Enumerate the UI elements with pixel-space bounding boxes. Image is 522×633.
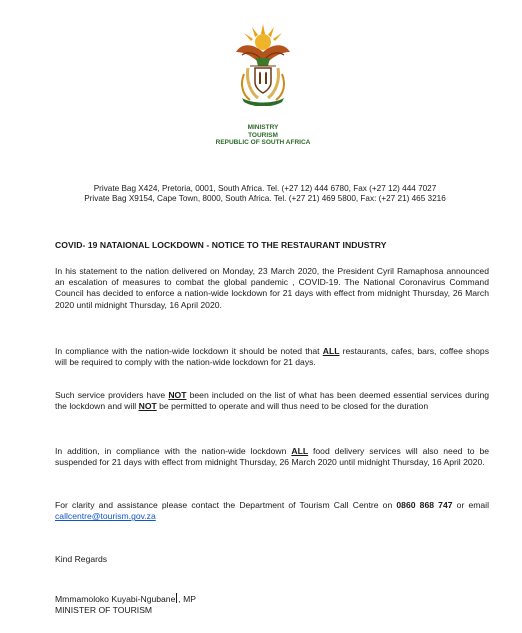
address-cape-town: Private Bag X9154, Cape Town, 8000, South Africa. Tel. (+27 21) 469 5800, Fax: (+27 21) 465 3216 [84,194,446,203]
paragraph-food-delivery-text-a: In addition, in compliance with the nation-wide lockdown [55,446,292,456]
signatory-suffix: , MP [178,594,197,604]
paragraph-not-essential-text-a: Such service providers have [55,390,169,400]
emphasis-all-2: ALL [291,446,309,456]
emphasis-not: NOT [168,390,187,400]
ministry-label: MINISTRY [247,124,279,131]
signatory-role: MINISTER OF TOURISM [55,605,153,615]
emphasis-not-2: NOT [138,401,157,412]
call-centre-phone: 0860 868 747 [396,500,453,510]
paragraph-food-delivery [55,446,489,468]
paragraph-contact-text-a: For clarity and assistance please contact the Department of Tourism Call Centre on [55,500,397,510]
paragraph-compliance-text-a: In compliance with the nation-wide lockdown it should be noted that [55,346,323,356]
email-link[interactable]: callcentre@tourism.gov.za [55,511,156,522]
signatory-name [55,593,196,605]
south-africa-coat-of-arms-icon [228,22,298,106]
closing-regards: Kind Regards [55,554,108,564]
paragraph-contact-text-b: or email [452,500,489,510]
paragraph-not-essential-text-b: been included on the list of what has been deemed essential services during the lockdown and will [55,390,489,412]
address-pretoria: Private Bag X424, Pretoria, 0001, South Africa. Tel. (+27 12) 444 6780, Fax (+27 12) 444 7027 [93,184,437,193]
paragraph-contact [55,500,489,522]
signatory-name-text: Mmmamoloko Kuyabi-Ngubane [55,594,176,604]
paragraph-statement: In his statement to the nation delivered on Monday, 23 March 2020, the President Cyril Ramaphosa announced an escalation of measures to combat the global pandemic , COVID-19. The National Coronavirus Command Council has decided to enforce a nation-wide lockdown for 21 days with effect from midnight Thursday, 26 March 2020 until midnight Thursday, 16 April 2020. [55,266,489,310]
emphasis-all: ALL [322,346,340,356]
notice-title: COVID- 19 NATAIONAL LOCKDOWN - NOTICE TO THE RESTAURANT INDUSTRY [55,240,387,250]
paragraph-compliance-text-b: restaurants, cafes, bars, coffee shops will be required to comply with the nation-wide lockdown for 21 days. [55,346,489,368]
paragraph-food-delivery-text-b: food delivery services will also need to be suspended for 21 days with effect from midnight Thursday, 26 March 2020 until midnight Thursday, 16 April 2020. [55,446,489,468]
ministry-country: REPUBLIC OF SOUTH AFRICA [215,139,311,146]
paragraph-not-essential [55,390,489,412]
ministry-department: TOURISM [248,131,278,139]
paragraph-not-essential-text-c: be permitted to operate and will thus need to be closed for the duration [156,401,429,412]
paragraph-compliance [55,346,489,368]
